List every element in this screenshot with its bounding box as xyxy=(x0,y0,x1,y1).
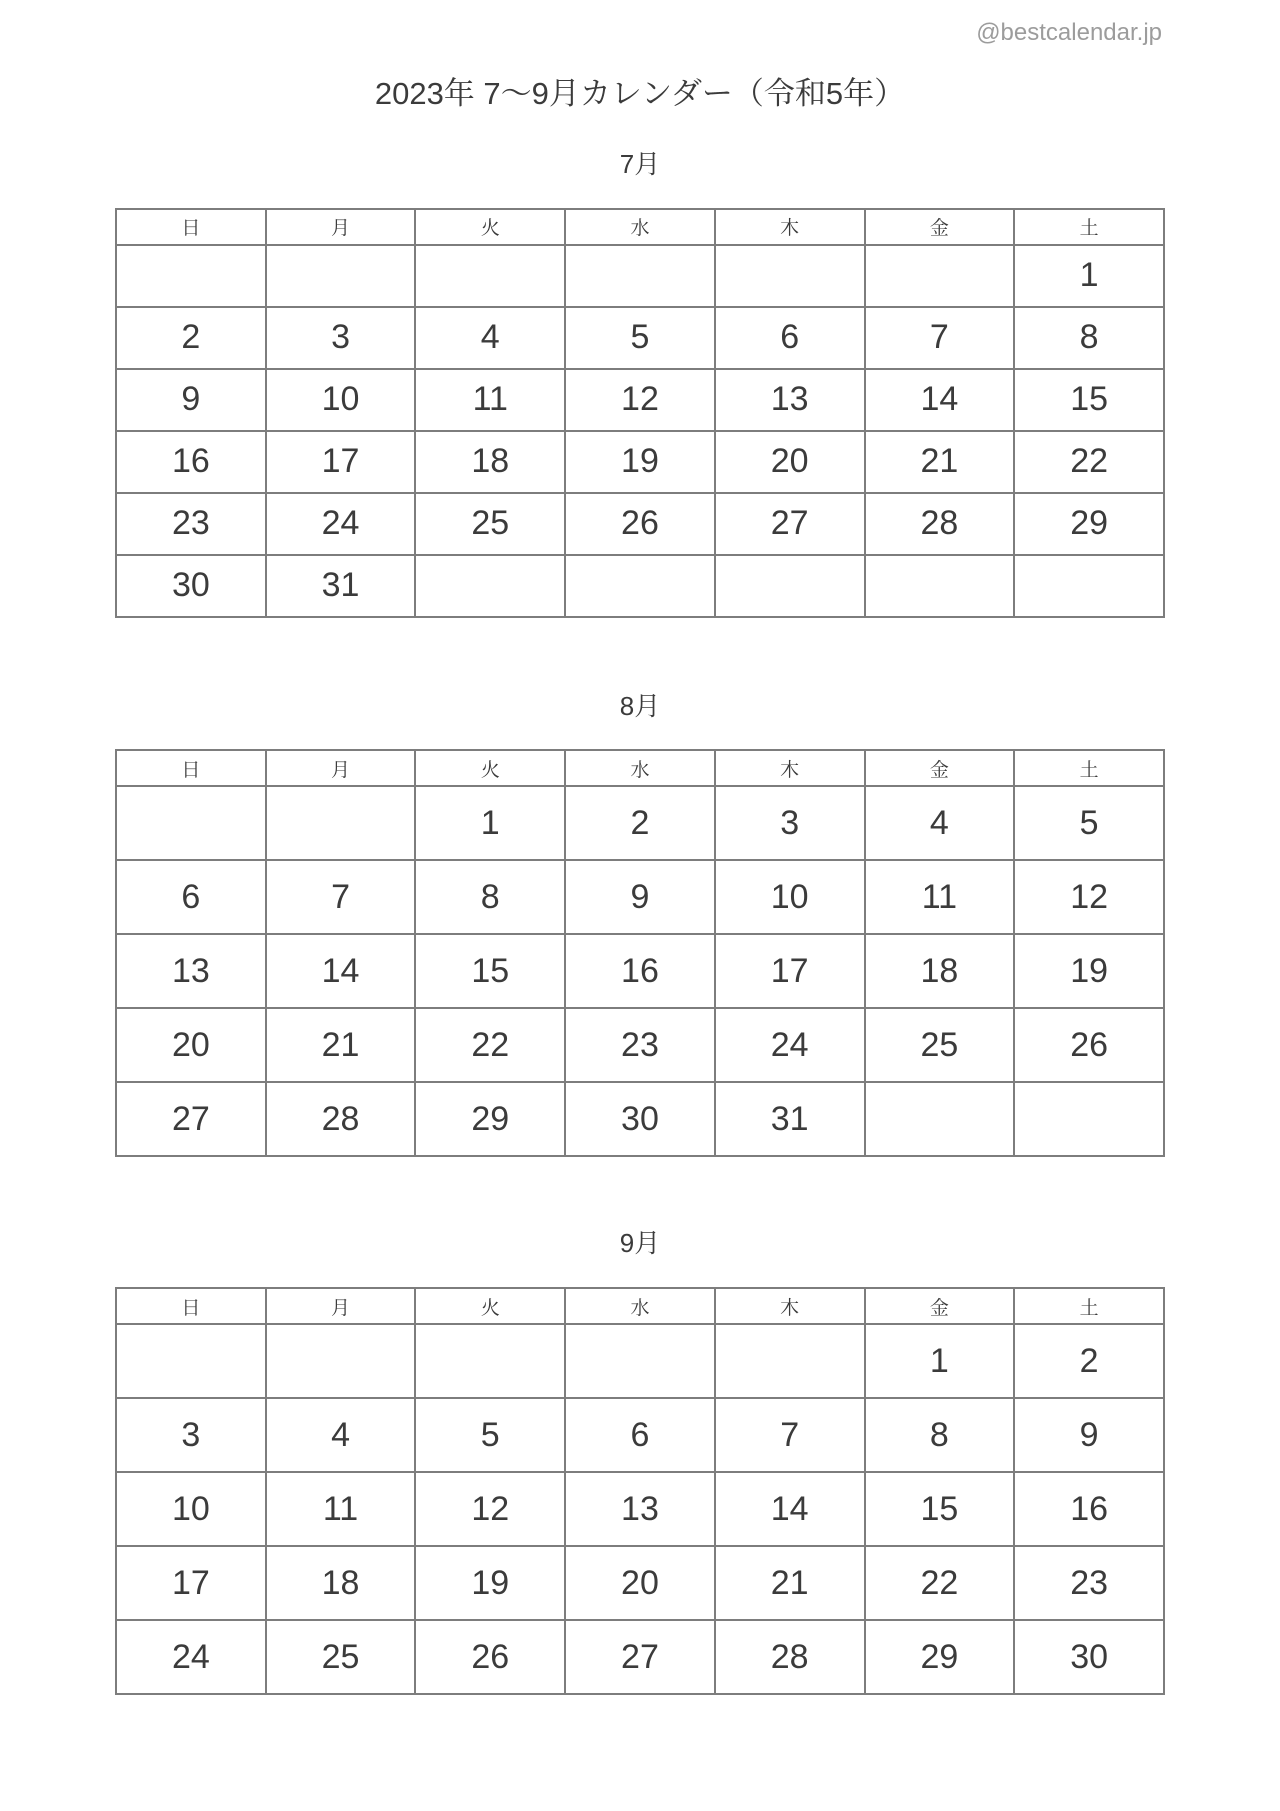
day-cell: 10 xyxy=(116,1472,266,1546)
month-title-september: 9月 xyxy=(619,1228,661,1259)
weekday-header-row xyxy=(116,209,1164,245)
day-cell: 10 xyxy=(266,369,416,431)
weekday-header-5: 金 xyxy=(865,209,1015,245)
week-row xyxy=(116,1546,1164,1620)
weekday-header-4: 木 xyxy=(715,750,865,786)
empty-cell xyxy=(116,786,266,860)
day-cell: 28 xyxy=(715,1620,865,1694)
day-cell: 21 xyxy=(266,1008,416,1082)
day-cell: 6 xyxy=(116,860,266,934)
day-cell: 18 xyxy=(415,431,565,493)
day-cell: 13 xyxy=(116,934,266,1008)
month-section-july xyxy=(115,150,1165,618)
day-cell: 26 xyxy=(415,1620,565,1694)
day-cell: 22 xyxy=(865,1546,1015,1620)
page-title: 2023年 7〜9月カレンダー（令和5年） xyxy=(374,76,906,111)
empty-cell xyxy=(266,1324,416,1398)
day-cell: 27 xyxy=(715,493,865,555)
day-cell: 12 xyxy=(1014,860,1164,934)
day-cell: 7 xyxy=(715,1398,865,1472)
day-cell: 4 xyxy=(865,786,1015,860)
week-row xyxy=(116,1008,1164,1082)
weekday-header-4: 木 xyxy=(715,1288,865,1324)
day-cell: 2 xyxy=(565,786,715,860)
month-section-august xyxy=(115,692,1165,1158)
day-cell: 8 xyxy=(865,1398,1015,1472)
day-cell: 16 xyxy=(1014,1472,1164,1546)
day-cell: 5 xyxy=(415,1398,565,1472)
day-cell: 3 xyxy=(715,786,865,860)
day-cell: 8 xyxy=(415,860,565,934)
day-cell: 13 xyxy=(565,1472,715,1546)
calendar-table-august xyxy=(115,749,1165,1157)
day-cell: 18 xyxy=(266,1546,416,1620)
week-row xyxy=(116,934,1164,1008)
month-section-september xyxy=(115,1229,1165,1695)
day-cell: 7 xyxy=(865,307,1015,369)
day-cell: 6 xyxy=(565,1398,715,1472)
empty-cell xyxy=(565,1324,715,1398)
day-cell: 17 xyxy=(116,1546,266,1620)
week-row xyxy=(116,555,1164,617)
week-row xyxy=(116,1398,1164,1472)
day-cell: 8 xyxy=(1014,307,1164,369)
empty-cell xyxy=(565,555,715,617)
day-cell: 15 xyxy=(865,1472,1015,1546)
day-cell: 9 xyxy=(565,860,715,934)
day-cell: 30 xyxy=(116,555,266,617)
weekday-header-0: 日 xyxy=(116,1288,266,1324)
weekday-header-5: 金 xyxy=(865,750,1015,786)
empty-cell xyxy=(116,1324,266,1398)
day-cell: 23 xyxy=(116,493,266,555)
day-cell: 20 xyxy=(715,431,865,493)
weekday-header-3: 水 xyxy=(565,750,715,786)
day-cell: 13 xyxy=(715,369,865,431)
empty-cell xyxy=(715,1324,865,1398)
empty-cell xyxy=(865,1082,1015,1156)
weekday-header-2: 火 xyxy=(415,1288,565,1324)
day-cell: 28 xyxy=(266,1082,416,1156)
day-cell: 3 xyxy=(266,307,416,369)
day-cell: 12 xyxy=(415,1472,565,1546)
day-cell: 25 xyxy=(266,1620,416,1694)
day-cell: 1 xyxy=(865,1324,1015,1398)
day-cell: 6 xyxy=(715,307,865,369)
day-cell: 7 xyxy=(266,860,416,934)
empty-cell xyxy=(415,1324,565,1398)
day-cell: 27 xyxy=(565,1620,715,1694)
day-cell: 19 xyxy=(415,1546,565,1620)
day-cell: 2 xyxy=(1014,1324,1164,1398)
day-cell: 15 xyxy=(415,934,565,1008)
day-cell: 11 xyxy=(415,369,565,431)
day-cell: 30 xyxy=(1014,1620,1164,1694)
day-cell: 23 xyxy=(1014,1546,1164,1620)
day-cell: 9 xyxy=(116,369,266,431)
weekday-header-2: 火 xyxy=(415,209,565,245)
day-cell: 14 xyxy=(865,369,1015,431)
empty-cell xyxy=(415,555,565,617)
weekday-header-row xyxy=(116,750,1164,786)
day-cell: 4 xyxy=(266,1398,416,1472)
weekday-header-6: 土 xyxy=(1014,1288,1164,1324)
day-cell: 5 xyxy=(565,307,715,369)
day-cell: 31 xyxy=(266,555,416,617)
week-row xyxy=(116,1620,1164,1694)
day-cell: 17 xyxy=(715,934,865,1008)
day-cell: 22 xyxy=(1014,431,1164,493)
day-cell: 1 xyxy=(415,786,565,860)
empty-cell xyxy=(715,555,865,617)
weekday-header-3: 水 xyxy=(565,1288,715,1324)
empty-cell xyxy=(865,555,1015,617)
weekday-header-3: 水 xyxy=(565,209,715,245)
day-cell: 1 xyxy=(1014,245,1164,307)
day-cell: 12 xyxy=(565,369,715,431)
day-cell: 19 xyxy=(1014,934,1164,1008)
day-cell: 11 xyxy=(266,1472,416,1546)
day-cell: 14 xyxy=(266,934,416,1008)
weekday-header-6: 土 xyxy=(1014,750,1164,786)
day-cell: 25 xyxy=(865,1008,1015,1082)
empty-cell xyxy=(266,245,416,307)
day-cell: 29 xyxy=(1014,493,1164,555)
day-cell: 15 xyxy=(1014,369,1164,431)
day-cell: 19 xyxy=(565,431,715,493)
week-row xyxy=(116,1324,1164,1398)
week-row xyxy=(116,369,1164,431)
day-cell: 2 xyxy=(116,307,266,369)
day-cell: 28 xyxy=(865,493,1015,555)
day-cell: 21 xyxy=(715,1546,865,1620)
day-cell: 14 xyxy=(715,1472,865,1546)
weekday-header-5: 金 xyxy=(865,1288,1015,1324)
day-cell: 21 xyxy=(865,431,1015,493)
day-cell: 26 xyxy=(1014,1008,1164,1082)
day-cell: 16 xyxy=(116,431,266,493)
weekday-header-1: 月 xyxy=(266,750,416,786)
day-cell: 24 xyxy=(715,1008,865,1082)
week-row xyxy=(116,493,1164,555)
day-cell: 20 xyxy=(116,1008,266,1082)
weekday-header-0: 日 xyxy=(116,209,266,245)
day-cell: 22 xyxy=(415,1008,565,1082)
empty-cell xyxy=(266,786,416,860)
week-row xyxy=(116,245,1164,307)
month-title-august: 8月 xyxy=(619,690,661,721)
week-row xyxy=(116,1082,1164,1156)
day-cell: 24 xyxy=(266,493,416,555)
empty-cell xyxy=(1014,555,1164,617)
day-cell: 16 xyxy=(565,934,715,1008)
day-cell: 23 xyxy=(565,1008,715,1082)
day-cell: 5 xyxy=(1014,786,1164,860)
day-cell: 29 xyxy=(865,1620,1015,1694)
day-cell: 25 xyxy=(415,493,565,555)
week-row xyxy=(116,860,1164,934)
weekday-header-row xyxy=(116,1288,1164,1324)
day-cell: 24 xyxy=(116,1620,266,1694)
day-cell: 26 xyxy=(565,493,715,555)
day-cell: 31 xyxy=(715,1082,865,1156)
month-title-july: 7月 xyxy=(619,148,661,179)
empty-cell xyxy=(1014,1082,1164,1156)
calendar-table-july xyxy=(115,208,1165,618)
day-cell: 4 xyxy=(415,307,565,369)
week-row xyxy=(116,786,1164,860)
empty-cell xyxy=(715,245,865,307)
watermark-credit: @bestcalendar.jp xyxy=(976,19,1162,46)
day-cell: 11 xyxy=(865,860,1015,934)
day-cell: 29 xyxy=(415,1082,565,1156)
day-cell: 9 xyxy=(1014,1398,1164,1472)
empty-cell xyxy=(565,245,715,307)
day-cell: 30 xyxy=(565,1082,715,1156)
calendar-table-september xyxy=(115,1287,1165,1695)
weekday-header-2: 火 xyxy=(415,750,565,786)
weekday-header-4: 木 xyxy=(715,209,865,245)
day-cell: 17 xyxy=(266,431,416,493)
weekday-header-0: 日 xyxy=(116,750,266,786)
day-cell: 3 xyxy=(116,1398,266,1472)
weekday-header-1: 月 xyxy=(266,1288,416,1324)
week-row xyxy=(116,307,1164,369)
weekday-header-1: 月 xyxy=(266,209,416,245)
day-cell: 20 xyxy=(565,1546,715,1620)
empty-cell xyxy=(865,245,1015,307)
day-cell: 18 xyxy=(865,934,1015,1008)
weekday-header-6: 土 xyxy=(1014,209,1164,245)
empty-cell xyxy=(415,245,565,307)
day-cell: 27 xyxy=(116,1082,266,1156)
week-row xyxy=(116,431,1164,493)
empty-cell xyxy=(116,245,266,307)
week-row xyxy=(116,1472,1164,1546)
day-cell: 10 xyxy=(715,860,865,934)
